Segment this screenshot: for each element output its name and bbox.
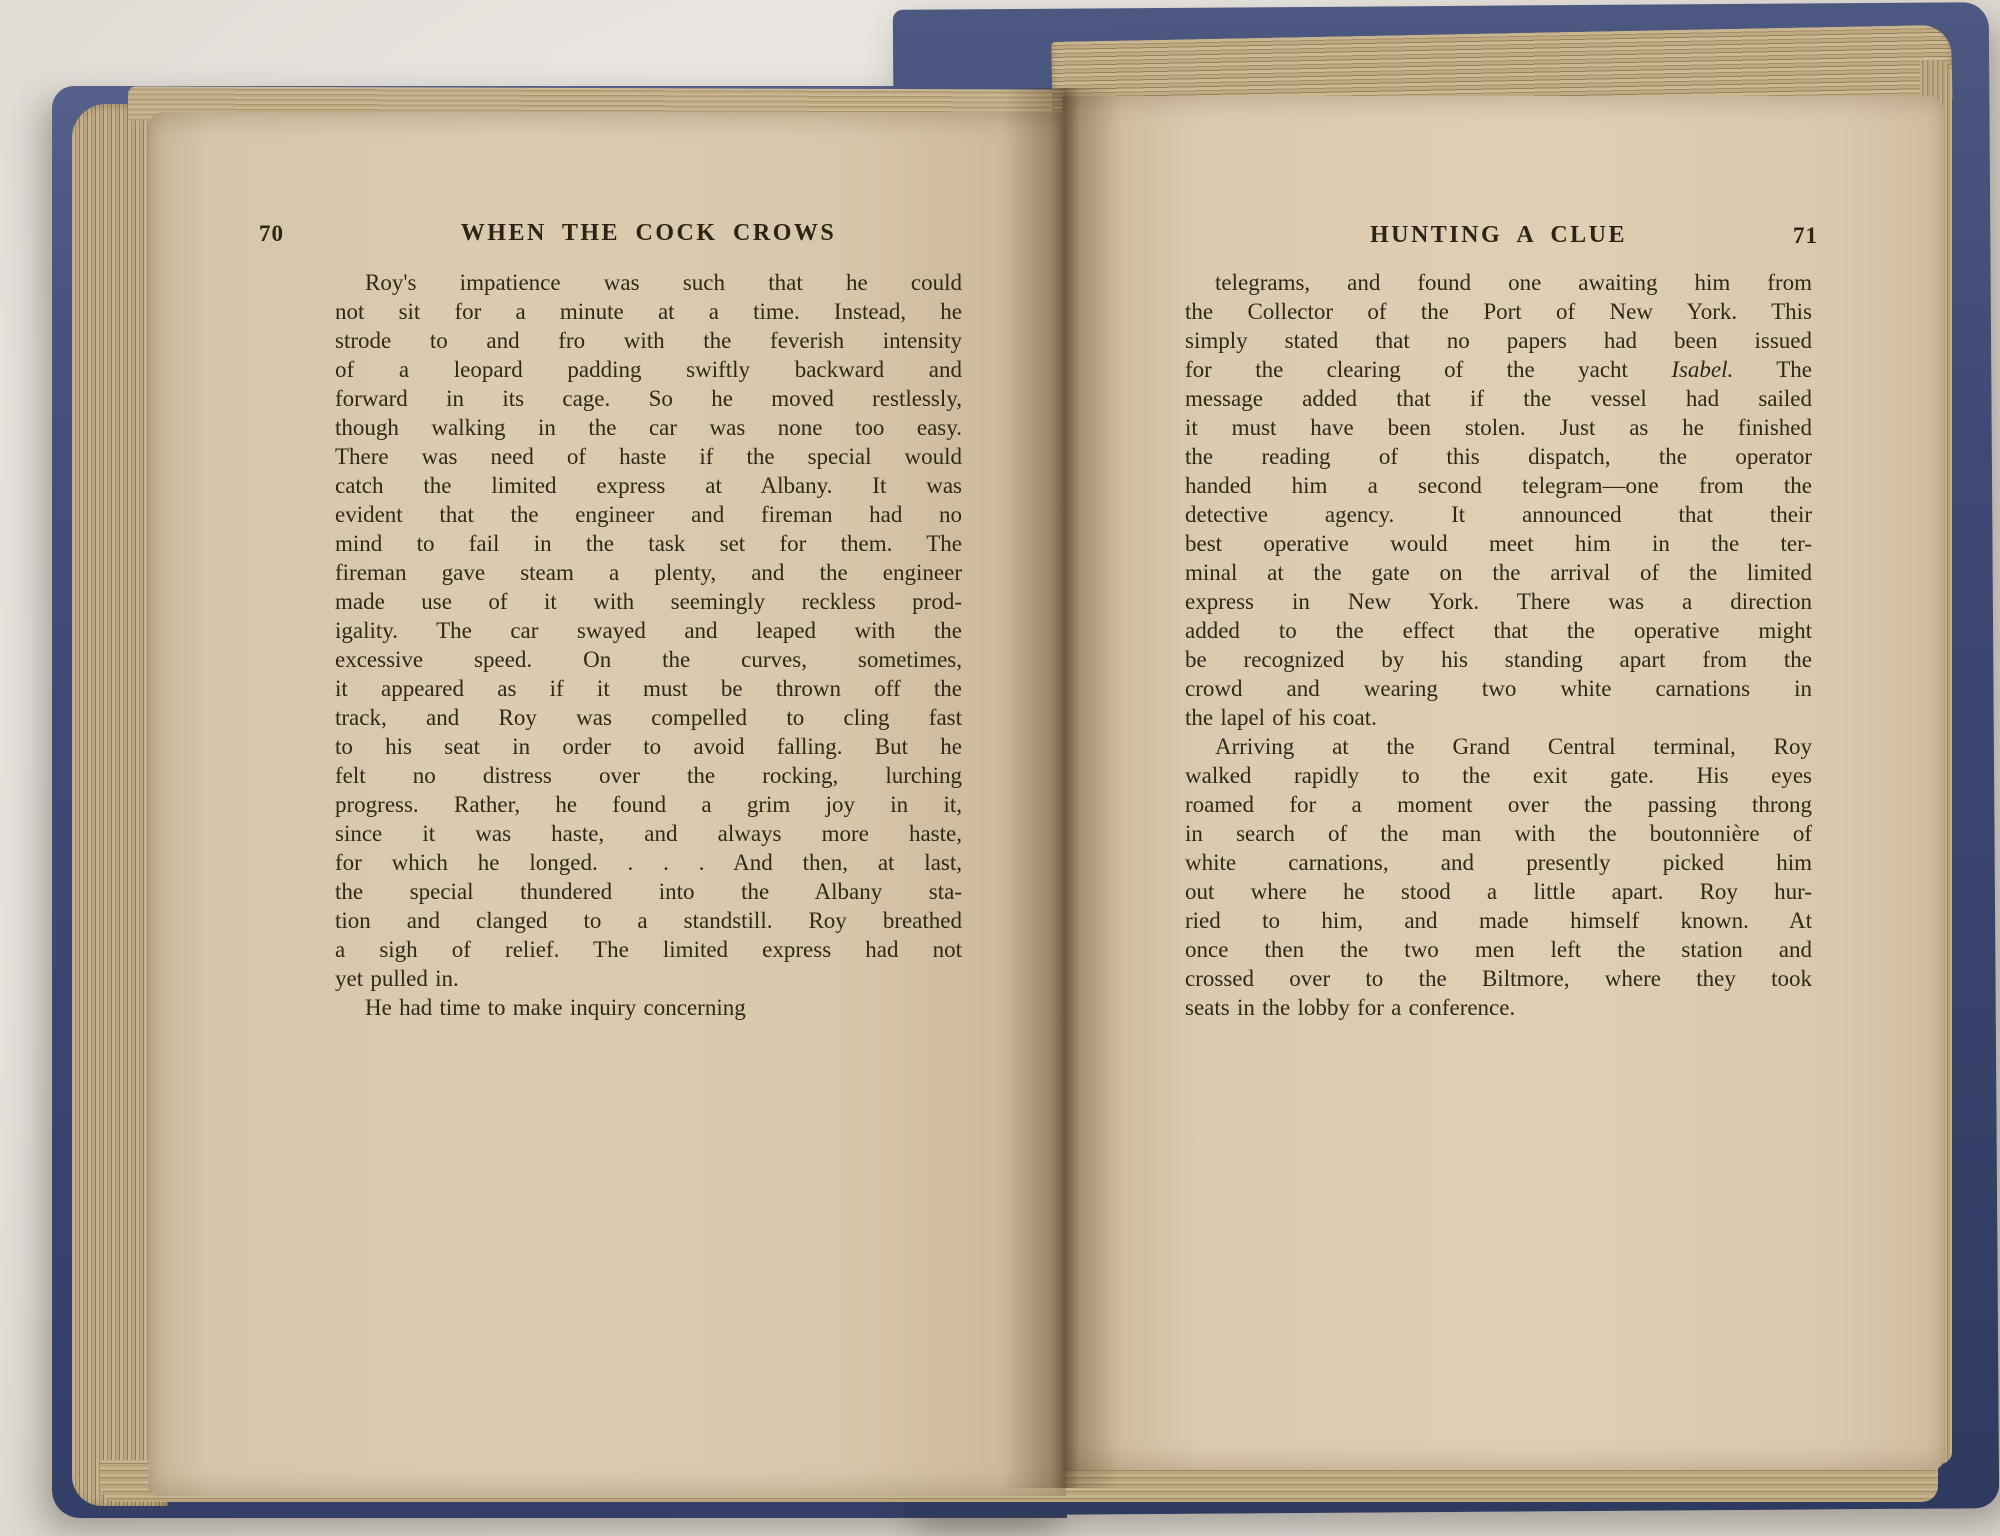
text-line: ried to him, and made himself known. At (1185, 908, 1812, 933)
text-line: white carnations, and presently picked him (1185, 850, 1812, 875)
text-line: not sit for a minute at a time. Instead, he (335, 299, 962, 324)
text-line: added to the effect that the operative might (1185, 618, 1812, 643)
text-line: roamed for a moment over the passing throng (1185, 792, 1812, 817)
text-line: of a leopard padding swiftly backward and (335, 357, 962, 382)
page-right-body (1185, 268, 1812, 1022)
text-line: it appeared as if it must be thrown off the (335, 676, 962, 701)
text-line: simply stated that no papers had been issued (1185, 328, 1812, 353)
text-line: mind to fail in the task set for them. The (335, 531, 962, 556)
running-header-left: WHEN THE COCK CROWS (460, 220, 837, 246)
text-line: He had time to make inquiry concerning (365, 995, 746, 1020)
text-line: in search of the man with the boutonnière of (1185, 821, 1812, 846)
text-line: for the clearing of the yacht Isabel. The (1185, 357, 1813, 382)
text-line: minal at the gate on the arrival of the limited (1185, 560, 1812, 585)
text-line: tion and clanged to a standstill. Roy breathed (335, 908, 962, 933)
text-line: crowd and wearing two white carnations in (1185, 676, 1812, 701)
text-line: seats in the lobby for a conference. (1185, 995, 1516, 1020)
text-line: walked rapidly to the exit gate. His eyes (1185, 763, 1812, 788)
text-line: crossed over to the Biltmore, where they took (1185, 966, 1812, 991)
text-line: a sigh of relief. The limited express had not (335, 937, 962, 962)
text-line: There was need of haste if the special would (335, 444, 962, 469)
text-line: message added that if the vessel had sailed (1185, 386, 1812, 411)
text-line: since it was haste, and always more haste, (335, 821, 962, 846)
page-left-header (259, 220, 962, 252)
text-line: yet pulled in. (335, 966, 459, 991)
text-line: express in New York. There was a direction (1185, 589, 1812, 614)
text-line: felt no distress over the rocking, lurching (335, 763, 962, 788)
page-number-right: 71 (1793, 223, 1818, 248)
text-line: once then the two men left the station and (1185, 937, 1812, 962)
text-line: handed him a second telegram—one from the (1185, 473, 1812, 498)
paragraph (1185, 268, 1812, 732)
page-left-body (335, 268, 962, 1022)
paragraph (1185, 732, 1812, 1022)
running-header-right: HUNTING A CLUE (1369, 222, 1628, 248)
text-line: igality. The car swayed and leaped with the (335, 618, 962, 643)
text-line: for which he longed. . . . And then, at last, (335, 850, 962, 875)
text-line: to his seat in order to avoid falling. But he (335, 734, 962, 759)
text-line: out where he stood a little apart. Roy hur- (1185, 879, 1812, 904)
text-line: track, and Roy was compelled to cling fast (335, 705, 962, 730)
text-line: catch the limited express at Albany. It was (335, 473, 962, 498)
text-line: though walking in the car was none too easy. (335, 415, 962, 440)
text-line: best operative would meet him in the ter- (1185, 531, 1812, 556)
text-line: strode to and fro with the feverish intensity (335, 328, 962, 353)
text-line: the reading of this dispatch, the operator (1185, 444, 1812, 469)
text-line: the Collector of the Port of New York. This (1185, 299, 1812, 324)
text-line: it must have been stolen. Just as he finished (1185, 415, 1812, 440)
paragraph (335, 268, 962, 993)
text-line: the lapel of his coat. (1185, 705, 1377, 730)
text-line: evident that the engineer and fireman had no (335, 502, 962, 527)
text-line: fireman gave steam a plenty, and the engineer (335, 560, 962, 585)
text-line: the special thundered into the Albany sta- (335, 879, 962, 904)
paragraph (335, 993, 962, 1022)
text-line: excessive speed. On the curves, sometimes, (335, 647, 962, 672)
text-line: Roy's impatience was such that he could (365, 270, 962, 295)
page-right (1062, 96, 1944, 1470)
text-line: detective agency. It announced that their (1185, 502, 1812, 527)
text-line: Arriving at the Grand Central terminal, Roy (1215, 734, 1812, 759)
text-line: telegrams, and found one awaiting him from (1215, 270, 1812, 295)
text-line: be recognized by his standing apart from the (1185, 647, 1812, 672)
text-line: progress. Rather, he found a grim joy in it, (335, 792, 962, 817)
page-left (148, 112, 1066, 1496)
text-line: made use of it with seemingly reckless prod- (335, 589, 962, 614)
text-line: forward in its cage. So he moved restlessly, (335, 386, 962, 411)
page-right-header (1185, 222, 1818, 254)
page-number-left: 70 (259, 221, 284, 246)
